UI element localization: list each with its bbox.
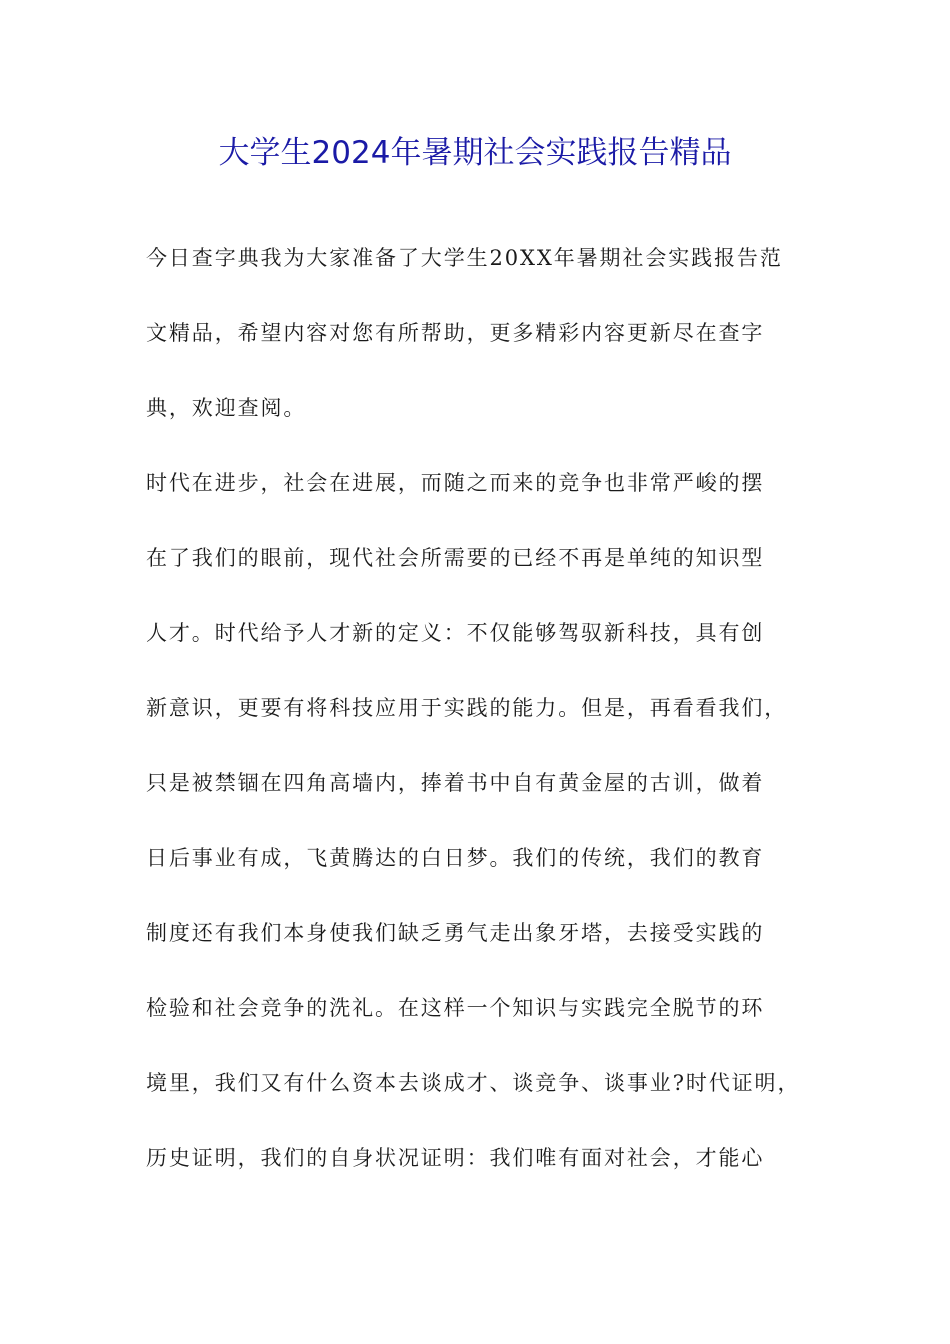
document-body — [146, 238, 806, 1213]
body-line: 文精品，希望内容对您有所帮助，更多精彩内容更新尽在查字 — [146, 321, 765, 345]
body-line: 典，欢迎查阅。 — [146, 396, 307, 420]
body-line: 历史证明，我们的自身状况证明：我们唯有面对社会，才能心 — [146, 1146, 765, 1170]
body-line: 境里，我们又有什么资本去谈成才、谈竞争、谈事业?时代证明， — [146, 1071, 801, 1095]
body-line: 时代在进步，社会在进展，而随之而来的竞争也非常严峻的摆 — [146, 471, 765, 495]
body-line: 制度还有我们本身使我们缺乏勇气走出象牙塔，去接受实践的 — [146, 921, 765, 945]
body-line: 检验和社会竞争的洗礼。在这样一个知识与实践完全脱节的环 — [146, 996, 765, 1020]
body-line: 今日查字典我为大家准备了大学生20XX年暑期社会实践报告范 — [146, 246, 783, 270]
body-line: 新意识，更要有将科技应用于实践的能力。但是，再看看我们， — [146, 696, 788, 720]
body-line: 只是被禁锢在四角高墙内，捧着书中自有黄金屋的古训，做着 — [146, 771, 765, 795]
body-line: 日后事业有成，飞黄腾达的白日梦。我们的传统，我们的教育 — [146, 846, 765, 870]
document-title: 大学生2024年暑期社会实践报告精品 — [218, 135, 732, 171]
body-line: 人才。时代给予人才新的定义：不仅能够驾驭新科技，具有创 — [146, 621, 765, 645]
body-line: 在了我们的眼前，现代社会所需要的已经不再是单纯的知识型 — [146, 546, 765, 570]
